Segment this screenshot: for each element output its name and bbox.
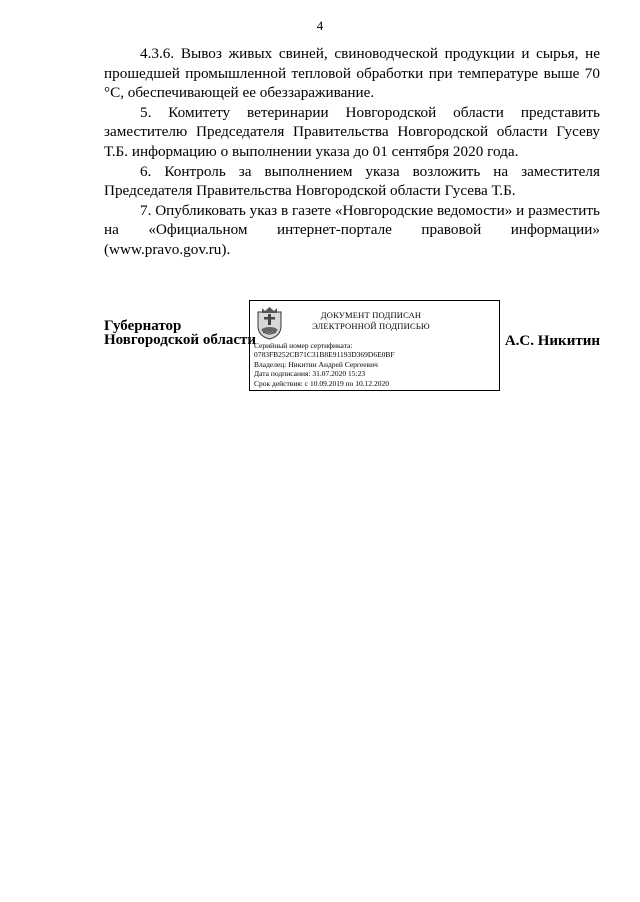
paragraph-4-3-6: 4.3.6. Вывоз живых свиней, свиноводческой продукции и сырья, не прошедшей промышленной тепловой обработки при температуре выше 70 °С, обеспечивающей ее обеззараживание. xyxy=(104,45,600,102)
stamp-signed-date: Дата подписания: 31.07.2020 15:23 xyxy=(254,369,366,379)
signer-title xyxy=(104,319,256,347)
page-number: 4 xyxy=(316,18,324,33)
stamp-details xyxy=(254,341,395,388)
paragraph-6: 6. Контроль за выполнением указа возложить на заместителя Председателя Правительства Новгородской области Гусева Т.Б. xyxy=(104,162,600,200)
stamp-serial-label: Серийный номер сертификата: xyxy=(254,341,353,350)
signature-block xyxy=(104,300,600,394)
stamp-heading-line2: ЭЛЕКТРОННОЙ ПОДПИСЬЮ xyxy=(312,321,430,331)
paragraph-5: 5. Комитету ветеринарии Новгородской области представить заместителю Председателя Правительства Новгородской области Гусеву Т.Б. информацию о выполнении указа до 01 сентября 2020 года. xyxy=(104,103,600,160)
stamp-serial-value: 0783FB252CB71C31B8E91193D369D6E0BF xyxy=(254,350,395,360)
stamp-validity: Срок действия: с 10.09.2019 по 10.12.2020 xyxy=(254,378,389,388)
stamp-heading xyxy=(296,310,446,332)
signer-title-line1: Губернатор xyxy=(104,318,182,334)
electronic-signature-stamp xyxy=(249,300,500,391)
document-body xyxy=(104,44,600,260)
stamp-owner: Владелец: Никитин Андрей Сергеевич xyxy=(254,359,378,369)
signer-title-line2: Новгородской области xyxy=(104,332,257,348)
signer-name: А.С. Никитин xyxy=(504,333,600,349)
paragraph-7: 7. Опубликовать указ в газете «Новгородские ведомости» и разместить на «Официальном интернет-портале правовой информации» (www.pravo.gov.ru). xyxy=(104,201,600,258)
stamp-heading-line1: ДОКУМЕНТ ПОДПИСАН xyxy=(320,310,422,320)
coat-of-arms-icon xyxy=(254,305,285,340)
